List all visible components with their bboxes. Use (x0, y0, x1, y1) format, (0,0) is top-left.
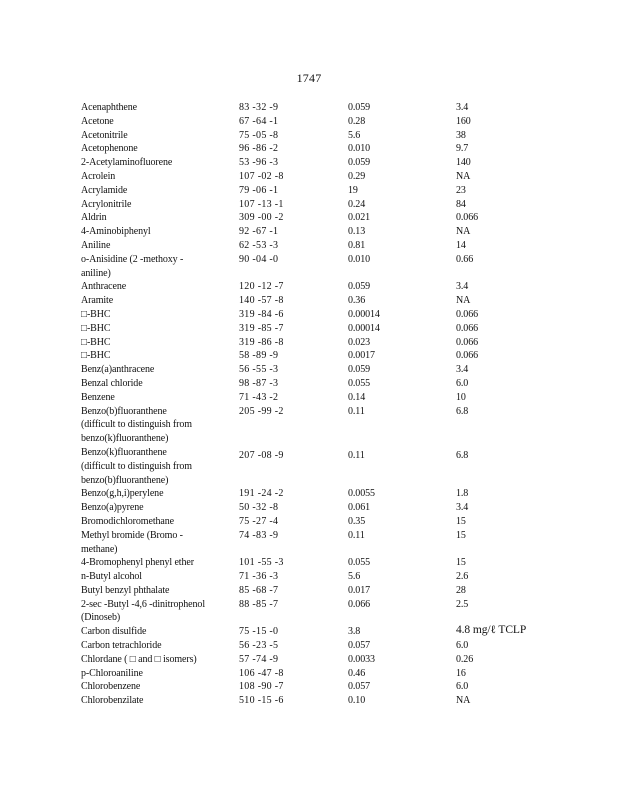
nonwastewater-value: 3.4 (456, 281, 469, 293)
table-row (81, 211, 581, 225)
constituent-name: o-Anisidine (2 -methoxy - aniline) (81, 253, 184, 279)
table-row (81, 198, 581, 212)
nonwastewater-value: 140 (456, 157, 471, 169)
wastewater-value: 0.36 (348, 295, 366, 307)
constituent-name: n-Butyl alcohol (81, 571, 142, 583)
nonwastewater-value: 0.26 (456, 653, 474, 665)
wastewater-value: 0.021 (348, 212, 371, 224)
constituent-name: Benzo(a)pyrene (81, 502, 144, 514)
cas-number: 67 -64 -1 (239, 115, 279, 127)
nonwastewater-value: 1.8 (456, 488, 469, 500)
wastewater-value: 0.46 (348, 667, 366, 679)
nonwastewater-value: 0.066 (456, 212, 479, 224)
table-row (81, 101, 581, 115)
cas-number: 98 -87 -3 (239, 377, 279, 389)
table-row (81, 156, 581, 170)
constituent-name: Acetophenone (81, 143, 138, 155)
constituent-name: Acenaphthene (81, 102, 137, 113)
table-row (81, 322, 581, 336)
cas-number: 75 -27 -4 (239, 515, 279, 527)
nonwastewater-value: 6.8 (456, 449, 469, 461)
wastewater-value: 0.059 (348, 102, 371, 113)
nonwastewater-value: 15 (456, 529, 466, 541)
wastewater-value: 0.010 (348, 143, 371, 155)
nonwastewater-value: 38 (456, 129, 466, 141)
wastewater-value: 0.11 (348, 449, 365, 461)
nonwastewater-value: 15 (456, 515, 466, 527)
nonwastewater-value: 160 (456, 115, 471, 127)
wastewater-value: 0.11 (348, 529, 365, 541)
constituent-name: Benzene (81, 391, 115, 403)
wastewater-value: 19 (348, 184, 358, 196)
wastewater-value: 0.29 (348, 170, 366, 182)
table-row (81, 625, 581, 639)
constituent-name: p-Chloroaniline (81, 667, 143, 679)
wastewater-value: 3.8 (348, 626, 361, 638)
constituent-name: Acrylonitrile (81, 198, 132, 210)
cas-number: 56 -23 -5 (239, 640, 279, 652)
cas-number: 92 -67 -1 (239, 226, 279, 238)
table-row (81, 570, 581, 584)
constituent-name: 4-Bromophenyl phenyl ether (81, 557, 194, 569)
constituent-name: Methyl bromide (Bromo - methane) (81, 529, 183, 555)
constituent-name: Acrylamide (81, 184, 128, 196)
constituent-name: 2-sec -Butyl -4,6 -dinitrophenol (Dinoseb) (81, 598, 205, 624)
cas-number: 107 -13 -1 (239, 198, 284, 210)
nonwastewater-value: NA (456, 295, 471, 307)
wastewater-value: 0.010 (348, 253, 371, 265)
nonwastewater-value: NA (456, 170, 471, 182)
constituent-name: □-BHC (81, 336, 111, 348)
cas-number: 319 -84 -6 (239, 308, 284, 320)
table-row (81, 391, 581, 405)
cas-number: 53 -96 -3 (239, 157, 279, 169)
wastewater-value: 0.059 (348, 281, 371, 293)
constituent-name: □-BHC (81, 308, 111, 320)
constituent-name: Carbon disulfide (81, 626, 147, 638)
table-row (81, 598, 581, 626)
nonwastewater-value: 9.7 (456, 143, 469, 155)
constituent-name: Benzal chloride (81, 377, 143, 389)
nonwastewater-value: 6.0 (456, 377, 469, 389)
cas-number: 79 -06 -1 (239, 184, 279, 196)
wastewater-value: 0.0033 (348, 653, 375, 665)
wastewater-value: 0.81 (348, 239, 366, 251)
constituent-table (81, 101, 581, 708)
constituent-name: □-BHC (81, 350, 111, 362)
wastewater-value: 5.6 (348, 571, 361, 583)
cas-number: 90 -04 -0 (239, 253, 279, 265)
wastewater-value: 0.11 (348, 405, 365, 417)
constituent-name: Aldrin (81, 212, 107, 224)
cas-number: 85 -68 -7 (239, 584, 279, 596)
wastewater-value: 0.066 (348, 598, 371, 610)
nonwastewater-value: 6.8 (456, 405, 469, 417)
nonwastewater-value: 84 (456, 198, 466, 210)
table-row (81, 377, 581, 391)
wastewater-value: 0.28 (348, 115, 366, 127)
table-row (81, 667, 581, 681)
constituent-name: Acrolein (81, 170, 116, 182)
table-row (81, 349, 581, 363)
cas-number: 83 -32 -9 (239, 102, 279, 113)
cas-number: 56 -55 -3 (239, 364, 279, 376)
cas-number: 88 -85 -7 (239, 598, 279, 610)
table-row (81, 142, 581, 156)
nonwastewater-value: 0.066 (456, 350, 479, 362)
wastewater-value: 0.059 (348, 364, 371, 376)
cas-number: 309 -00 -2 (239, 212, 284, 224)
table-row (81, 584, 581, 598)
constituent-name: Anthracene (81, 281, 127, 293)
table-row (81, 556, 581, 570)
constituent-name: 4-Aminobiphenyl (81, 226, 151, 238)
cas-number: 319 -86 -8 (239, 336, 284, 348)
table-row (81, 446, 581, 487)
cas-number: 191 -24 -2 (239, 488, 284, 500)
table-row (81, 680, 581, 694)
table-row (81, 294, 581, 308)
nonwastewater-value: 4.8 mg/ℓ TCLP (456, 624, 527, 637)
cas-number: 101 -55 -3 (239, 557, 284, 569)
table-row (81, 184, 581, 198)
constituent-name: Chlorobenzene (81, 681, 141, 693)
wastewater-value: 0.055 (348, 377, 371, 389)
table-row (81, 115, 581, 129)
table-row (81, 280, 581, 294)
cas-number: 108 -90 -7 (239, 681, 284, 693)
wastewater-value: 0.0017 (348, 350, 375, 362)
constituent-name: Butyl benzyl phthalate (81, 584, 170, 596)
cas-number: 107 -02 -8 (239, 170, 284, 182)
wastewater-value: 0.059 (348, 157, 371, 169)
constituent-name: Acetone (81, 115, 114, 127)
cas-number: 71 -36 -3 (239, 571, 279, 583)
constituent-name: Chlordane ( □ and □ isomers) (81, 653, 197, 665)
cas-number: 62 -53 -3 (239, 239, 279, 251)
constituent-name: □-BHC (81, 322, 111, 334)
nonwastewater-value: 23 (456, 184, 466, 196)
nonwastewater-value: 6.0 (456, 640, 469, 652)
cas-number: 58 -89 -9 (239, 350, 279, 362)
table-row (81, 487, 581, 501)
cas-number: 120 -12 -7 (239, 281, 284, 293)
nonwastewater-value: 10 (456, 391, 466, 403)
cas-number: 50 -32 -8 (239, 502, 279, 514)
wastewater-value: 0.00014 (348, 308, 380, 320)
wastewater-value: 0.24 (348, 198, 366, 210)
wastewater-value: 0.13 (348, 226, 366, 238)
cas-number: 75 -15 -0 (239, 626, 279, 638)
nonwastewater-value: 14 (456, 239, 466, 251)
wastewater-value: 0.057 (348, 640, 371, 652)
nonwastewater-value: 15 (456, 557, 466, 569)
nonwastewater-value: 6.0 (456, 681, 469, 693)
table-row (81, 363, 581, 377)
constituent-name: Aramite (81, 295, 114, 307)
cas-number: 510 -15 -6 (239, 695, 284, 707)
wastewater-value: 0.0055 (348, 488, 375, 500)
table-row (81, 129, 581, 143)
wastewater-value: 0.35 (348, 515, 366, 527)
table-row (81, 253, 581, 281)
wastewater-value: 0.061 (348, 502, 371, 514)
constituent-name: 2-Acetylaminofluorene (81, 157, 173, 169)
cas-number: 140 -57 -8 (239, 295, 284, 307)
cas-number: 319 -85 -7 (239, 322, 284, 334)
wastewater-value: 0.017 (348, 584, 371, 596)
constituent-name: Chlorobenzilate (81, 695, 144, 707)
nonwastewater-value: 0.66 (456, 253, 474, 265)
cas-number: 74 -83 -9 (239, 529, 279, 541)
nonwastewater-value: 0.066 (456, 308, 479, 320)
nonwastewater-value: 28 (456, 584, 466, 596)
nonwastewater-value: 2.5 (456, 598, 469, 610)
constituent-name: Benzo(g,h,i)perylene (81, 488, 164, 500)
nonwastewater-value: 3.4 (456, 102, 469, 113)
nonwastewater-value: 16 (456, 667, 466, 679)
table-row (81, 170, 581, 184)
wastewater-value: 0.057 (348, 681, 371, 693)
nonwastewater-value: 3.4 (456, 502, 469, 514)
constituent-name: Aniline (81, 239, 111, 251)
nonwastewater-value: 3.4 (456, 364, 469, 376)
table-row (81, 405, 581, 446)
table-row (81, 225, 581, 239)
table-row (81, 336, 581, 350)
page-number: 1747 (296, 71, 322, 85)
nonwastewater-value: NA (456, 226, 471, 238)
constituent-name: Benzo(b)fluoranthene (difficult to distinguish from benzo(k)fluoranthene) (81, 405, 192, 445)
cas-number: 205 -99 -2 (239, 405, 284, 417)
wastewater-value: 0.14 (348, 391, 366, 403)
wastewater-value: 0.00014 (348, 322, 380, 334)
wastewater-value: 0.055 (348, 557, 371, 569)
wastewater-value: 0.023 (348, 336, 371, 348)
table-row (81, 694, 581, 708)
table-row (81, 639, 581, 653)
constituent-name: Bromodichloromethane (81, 515, 174, 527)
cas-number: 96 -86 -2 (239, 143, 279, 155)
wastewater-value: 0.10 (348, 695, 366, 707)
nonwastewater-value: 2.6 (456, 571, 469, 583)
constituent-name: Carbon tetrachloride (81, 640, 162, 652)
table-row (81, 308, 581, 322)
constituent-name: Benzo(k)fluoranthene (difficult to distinguish from benzo(b)fluoranthene) (81, 446, 192, 486)
constituent-name: Acetonitrile (81, 129, 128, 141)
nonwastewater-value: 0.066 (456, 336, 479, 348)
constituent-name: Benz(a)anthracene (81, 364, 155, 376)
wastewater-value: 5.6 (348, 129, 361, 141)
table-row (81, 529, 581, 557)
table-row (81, 239, 581, 253)
cas-number: 57 -74 -9 (239, 653, 279, 665)
cas-number: 75 -05 -8 (239, 129, 279, 141)
cas-number: 106 -47 -8 (239, 667, 284, 679)
nonwastewater-value: 0.066 (456, 322, 479, 334)
table-row (81, 501, 581, 515)
table-row (81, 653, 581, 667)
cas-number: 71 -43 -2 (239, 391, 279, 403)
table-row (81, 515, 581, 529)
cas-number: 207 -08 -9 (239, 449, 284, 461)
nonwastewater-value: NA (456, 695, 471, 707)
